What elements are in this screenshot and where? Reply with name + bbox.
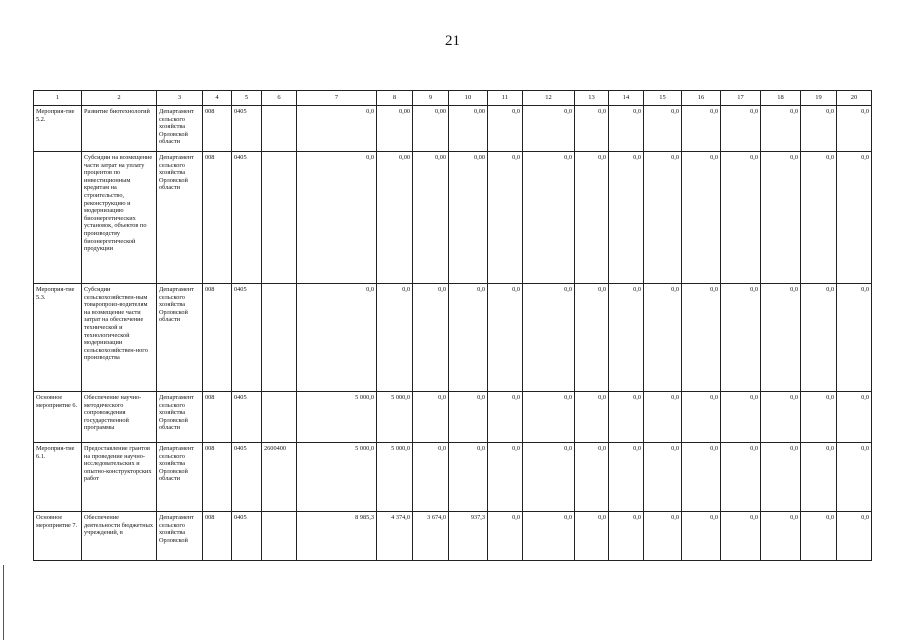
table-cell: 0405 [232,106,262,152]
column-header: 15 [644,91,682,106]
table-cell: 008 [203,284,232,392]
column-header: 11 [488,91,523,106]
table-cell: 0,0 [644,443,682,512]
table-cell: Предоставление грантов на проведение научно-исследовательских и опытно-конструкторских работ [82,443,157,512]
table-cell: 008 [203,106,232,152]
table-cell: 0405 [232,392,262,443]
table-cell [262,284,297,392]
table-cell: Департамент сельского хозяйства Орловской области [157,106,203,152]
table-cell: 0,00 [377,106,413,152]
table-cell: 0,0 [575,512,609,561]
column-header: 16 [682,91,721,106]
table-cell: 0,0 [682,284,721,392]
table-cell: 0,0 [523,106,575,152]
table-cell: 0,0 [837,152,872,284]
table-cell: 0,0 [644,512,682,561]
table-cell: 5 000,0 [297,443,377,512]
table-cell: 0,0 [609,392,644,443]
table-cell: 0,0 [682,443,721,512]
table-cell: Департамент сельского хозяйства Орловской [157,512,203,561]
page-number: 21 [445,33,460,49]
table-cell: 0405 [232,443,262,512]
table-cell: 0,0 [644,106,682,152]
table-cell: 008 [203,443,232,512]
table-cell: 0,0 [488,152,523,284]
column-header: 10 [449,91,488,106]
table-cell: 0,0 [721,392,761,443]
table-cell: 3 674,0 [413,512,449,561]
table-cell: 0,0 [761,443,801,512]
table-cell: Развитие биотехнологий [82,106,157,152]
table-cell: 0,0 [449,392,488,443]
table-cell: 0,0 [721,443,761,512]
table-cell: 0,0 [801,443,837,512]
table-cell: 008 [203,152,232,284]
column-header: 9 [413,91,449,106]
table-cell: 8 985,3 [297,512,377,561]
table-cell: 0,0 [801,392,837,443]
table-cell: 0,0 [523,284,575,392]
column-header: 19 [801,91,837,106]
table-cell: 0,0 [449,284,488,392]
table-row [34,392,872,443]
table-cell [262,106,297,152]
table-cell: 0,0 [449,443,488,512]
table-cell: 0,0 [837,512,872,561]
table-row [34,443,872,512]
table-cell: 0,0 [609,284,644,392]
table-cell: 0,0 [523,512,575,561]
table-cell: 0,0 [801,284,837,392]
table-row [34,512,872,561]
table-cell: Основное мероприятие 6. [34,392,82,443]
table-cell [262,392,297,443]
table-cell: 0,0 [575,443,609,512]
table-cell: 0,0 [413,443,449,512]
column-header: 8 [377,91,413,106]
table-cell: 0,0 [682,392,721,443]
table-cell: Департамент сельского хозяйства Орловской области [157,152,203,284]
table-cell: 0,00 [449,106,488,152]
table-cell: 0,0 [721,512,761,561]
table-cell: 0,0 [609,512,644,561]
table-cell: 0,0 [609,443,644,512]
table-cell: 4 374,0 [377,512,413,561]
table-cell: Обеспечение деятельности бюджетных учреждений, в [82,512,157,561]
budget-table [33,90,872,561]
table-cell: 0,0 [297,106,377,152]
table-cell: 0,0 [644,392,682,443]
table-cell: 0,0 [761,284,801,392]
column-header: 7 [297,91,377,106]
table-cell: 0,0 [837,106,872,152]
table-cell: Основное мероприятие 7. [34,512,82,561]
table-cell: Субсидии сельскохозяйствен-ным товаропроиз-водителям на возмещение части затрат на обеспечение технической и технологической модернизации сельскохозяйствен-ного производства [82,284,157,392]
table-cell: 0,0 [297,152,377,284]
column-header: 18 [761,91,801,106]
table-cell: 2600400 [262,443,297,512]
table-cell: 0,0 [721,284,761,392]
table-cell: Департамент сельского хозяйства Орловской области [157,392,203,443]
table-cell: 0,00 [377,152,413,284]
table-cell [262,152,297,284]
column-header: 17 [721,91,761,106]
table-cell: 0,0 [644,284,682,392]
table-cell: 0,0 [488,443,523,512]
table-cell: Обеспечение научно-методического сопровождения государственной программы [82,392,157,443]
table-cell: 008 [203,512,232,561]
table-cell: 0,0 [761,512,801,561]
table-cell: 0,0 [413,284,449,392]
table-cell: Департамент сельского хозяйства Орловской области [157,284,203,392]
table-cell: Мероприя-тие 5.3. [34,284,82,392]
column-header: 12 [523,91,575,106]
column-header: 3 [157,91,203,106]
table-cell: 0,0 [488,106,523,152]
table-cell: 0,0 [488,392,523,443]
table-cell: 0,0 [488,284,523,392]
table-cell: 0,00 [413,106,449,152]
table-cell: 0,0 [837,284,872,392]
table-cell: 0,0 [575,152,609,284]
table-cell: 0,0 [488,512,523,561]
table-cell: 0,0 [761,106,801,152]
table-body [34,91,872,561]
table-cell: 0,0 [609,152,644,284]
column-header: 6 [262,91,297,106]
table-cell: 0,0 [721,106,761,152]
table-cell: 0,0 [682,106,721,152]
column-header: 4 [203,91,232,106]
table-cell: 0,0 [575,392,609,443]
table-cell: 008 [203,392,232,443]
table-cell [262,512,297,561]
table-cell: 0,00 [449,152,488,284]
table-cell: 0,0 [837,392,872,443]
table-cell: 0,0 [575,106,609,152]
table-cell: 0405 [232,512,262,561]
table-cell: 0405 [232,152,262,284]
table-cell: 0,0 [644,152,682,284]
table-cell: 0,0 [761,392,801,443]
column-header: 13 [575,91,609,106]
table-cell: 0,0 [801,512,837,561]
column-header: 2 [82,91,157,106]
table-cell: 0,0 [761,152,801,284]
table-cell [34,152,82,284]
column-header: 1 [34,91,82,106]
column-header: 20 [837,91,872,106]
table-cell: 0,0 [682,152,721,284]
table-row [34,106,872,152]
table-cell: 5 000,0 [377,392,413,443]
table-cell: 0,0 [801,106,837,152]
table-cell: 5 000,0 [377,443,413,512]
table-cell: 5 000,0 [297,392,377,443]
table-cell: Мероприя-тие 5.2. [34,106,82,152]
table-cell: 937,3 [449,512,488,561]
table-cell: Субсидии на возмещение части затрат на уплату процентов по инвестиционным кредитам на строительство, реконструкцию и модернизацию биоэнергетических установок, объектов по производству биоэнергетической продукции [82,152,157,284]
table-cell: 0,0 [721,152,761,284]
table-cell: 0,0 [609,106,644,152]
table-header-row [34,91,872,106]
table-cell: 0,00 [413,152,449,284]
table-cell: 0,0 [801,152,837,284]
table-cell: Мероприя-тие 6.1. [34,443,82,512]
table-cell: 0,0 [523,392,575,443]
table-cell: 0,0 [377,284,413,392]
margin-rule [3,565,4,640]
table-cell: 0405 [232,284,262,392]
table-cell: 0,0 [575,284,609,392]
column-header: 14 [609,91,644,106]
table-cell: Департамент сельского хозяйства Орловской области [157,443,203,512]
table-cell: 0,0 [297,284,377,392]
table-row [34,284,872,392]
table-cell: 0,0 [413,392,449,443]
table-cell: 0,0 [682,512,721,561]
table-cell: 0,0 [837,443,872,512]
table-cell: 0,0 [523,443,575,512]
table-row [34,152,872,284]
column-header: 5 [232,91,262,106]
table-cell: 0,0 [523,152,575,284]
